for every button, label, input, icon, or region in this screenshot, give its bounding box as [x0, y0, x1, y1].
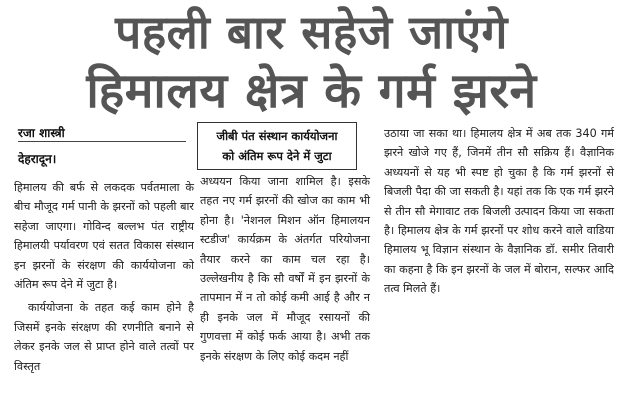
byline-dateline: देहरादून। — [18, 152, 57, 166]
byline-author: रजा शास्त्री — [18, 126, 65, 140]
byline-divider — [18, 141, 186, 142]
subhead-line-1: जीबी पंत संस्थान कार्ययोजना — [216, 129, 338, 143]
subhead-box — [197, 122, 357, 170]
column-3-paragraph: उठाया जा सका था। हिमालय क्षेत्र में अब तक 340 गर्म झरने खोजे गए हैं, जिनमें तीन सौ सक्रिय हैं। वैज्ञानिक अध्ययनों से यह भी स्पष्ट हो चुका है कि गर्म झरनों से बिजली पैदा की जा सकती है। यहां तक कि एक गर्म झरने से तीन सौ मेगावाट तक बिजली उत्पादन किया जा सकता है। हिमालय क्षेत्र के गर्म झरनों पर शोध करने वाले वाडिया हिमालय भू विज्ञान संस्थान के वैज्ञानिक डॉ. समीर तिवारी का कहना है कि इन झरनों के जल में बोरान, सल्फर आदि तत्व मिलते हैं। — [384, 127, 614, 296]
subhead-line-2: को अंतिम रूप देने में जुटा — [222, 149, 332, 163]
article-column-3 — [384, 124, 614, 299]
column-1-paragraph-1: हिमालय की बर्फ से लकदक पर्वतमाला के बीच मौजूद गर्म पानी के झरनों को पहली बार सहेजा जाएगा। गोविन्द बल्लभ पंत राष्ट्रीय हिमालयी पर्यावरण एवं सतत विकास संस्थान इन झरनों के संरक्षण की कार्ययोजना को अंतिम रूप देने में जुटा है। — [14, 181, 194, 292]
column-1-paragraph-2: कार्ययोजना के तहत कई काम होने है जिसमें इनके संरक्षण की रणनीति बनाने से लेकर इनके जल से प्राप्त होने वाले तत्वों पर विस्तृत — [14, 301, 194, 373]
article-column-1 — [14, 178, 194, 376]
headline-line-2: हिमालय क्षेत्र के गर्म झरने — [86, 63, 537, 119]
headline-line-1: पहली बार सहेजे जाएंगे — [115, 5, 508, 59]
article-column-2 — [200, 172, 370, 366]
column-2-paragraph: अध्ययन किया जाना शामिल है। इसके तहत नए गर्म झरनों की खोज का काम भी होना है। 'नेशनल मिशन ऑन हिमालयन स्टडीज' कार्यक्रम के अंतर्गत परियोजना तैयार करने का काम चल रहा है। उल्लेखनीय है कि सौ वर्षों में इन झरनों के तापमान में न तो कोई कमी आई है और न ही इनके जल में मौजूद रसायनों की गुणवत्ता में कोई फर्क आया है। अभी तक इनके संरक्षण के लिए कोई कदम नहीं — [200, 175, 370, 363]
